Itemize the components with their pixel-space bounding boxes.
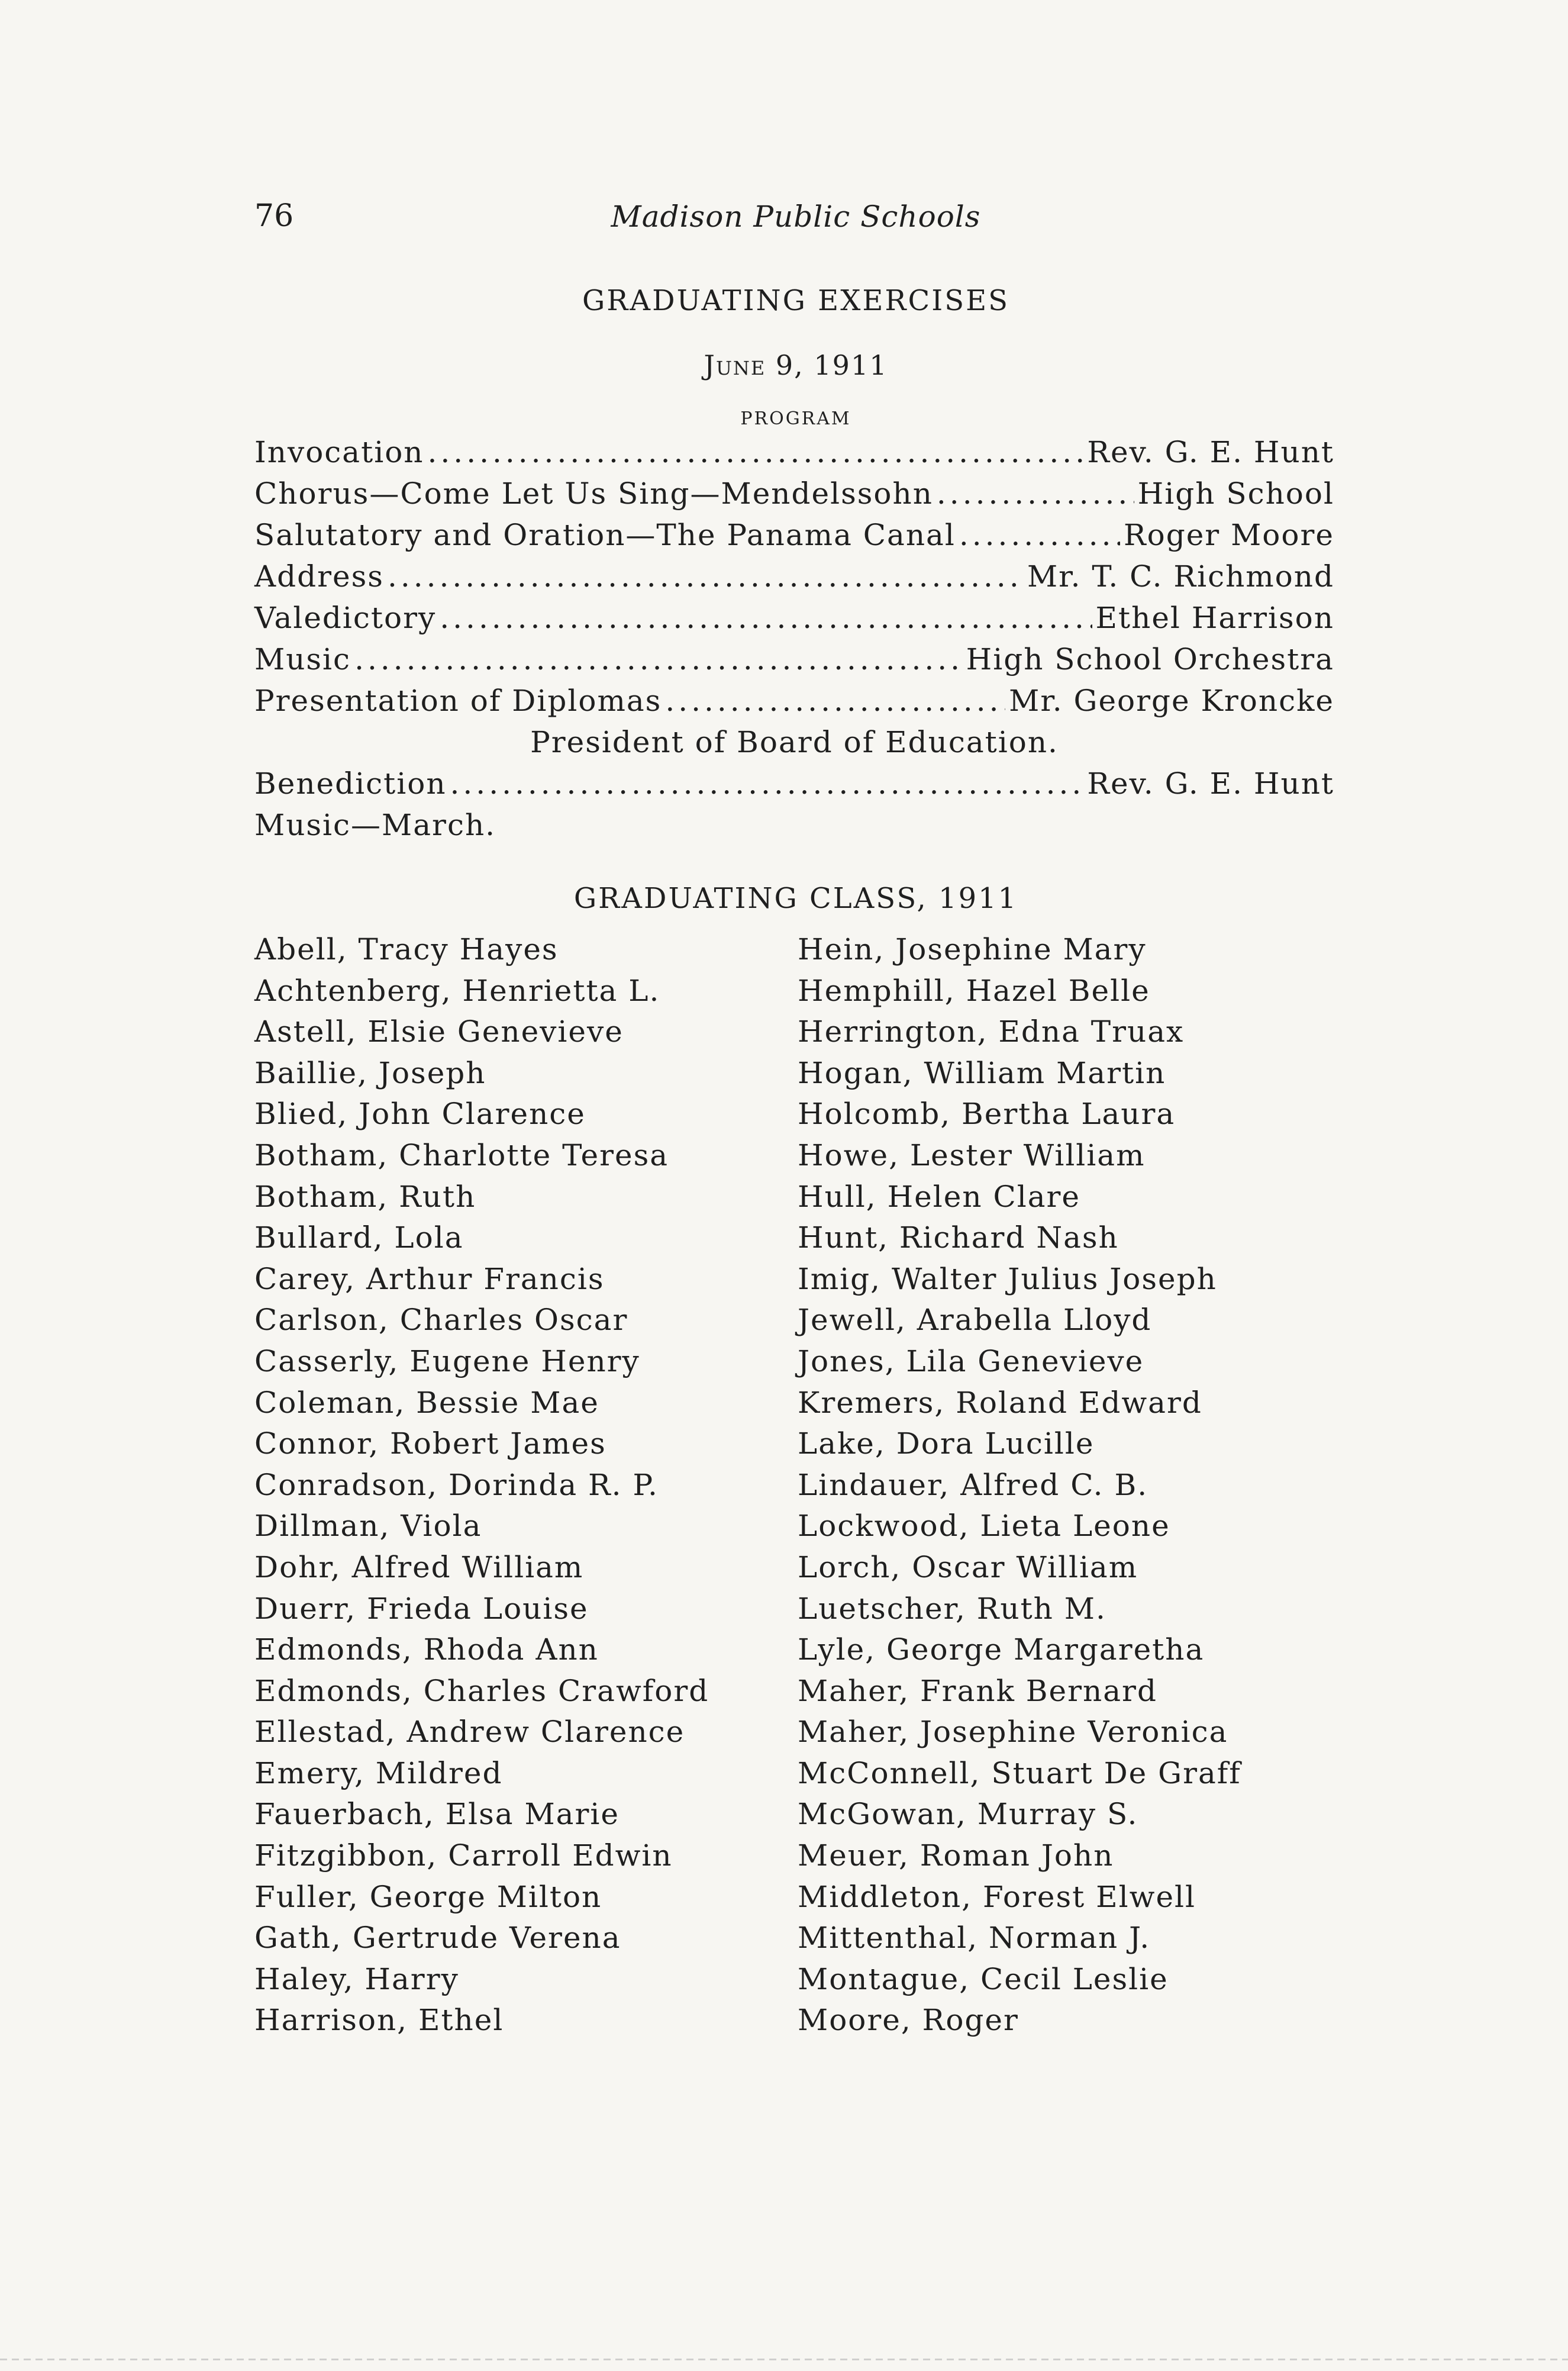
program-list [254, 435, 1334, 849]
graduate-name: Ellestad, Andrew Clarence [254, 1715, 685, 1750]
program-item [254, 808, 1334, 849]
program-item-label: Salutatory and Oration—The Panama Canal [254, 518, 956, 552]
program-item-performer: High School [1137, 476, 1334, 511]
leader-dots [428, 435, 1084, 469]
graduate-name: Abell, Tracy Hayes [254, 932, 559, 967]
graduate-name: Fauerbach, Elsa Marie [254, 1797, 620, 1832]
graduate-name: Meuer, Roman John [798, 1838, 1114, 1873]
exercises-title: GRADUATING EXERCISES [582, 284, 1010, 317]
graduate-name: Bullard, Lola [254, 1220, 464, 1255]
graduate-name: McGowan, Murray S. [798, 1797, 1138, 1832]
graduate-name: Achtenberg, Henrietta L. [254, 973, 660, 1008]
graduate-name: Harrison, Ethel [254, 2003, 504, 2038]
exercises-date: June 9, 1911 [704, 349, 888, 381]
graduate-name: Edmonds, Charles Crawford [254, 1673, 709, 1708]
graduate-name: Baillie, Joseph [254, 1055, 486, 1090]
right-name-column [798, 932, 1241, 2044]
graduate-name: Dohr, Alfred William [254, 1549, 584, 1584]
graduate-name: Casserly, Eugene Henry [254, 1344, 640, 1378]
graduate-name: Coleman, Bessie Mae [254, 1385, 599, 1420]
program-note-text: President of Board of Education. [530, 725, 1059, 759]
leader-dots [440, 601, 1092, 635]
graduate-name: Jones, Lila Genevieve [798, 1344, 1144, 1378]
leader-dots [388, 559, 1024, 594]
graduate-name: Hunt, Richard Nash [798, 1220, 1119, 1255]
graduate-name: Maher, Frank Bernard [798, 1673, 1157, 1708]
graduate-name: Duerr, Frieda Louise [254, 1591, 589, 1626]
program-item-label: Address [254, 559, 384, 594]
graduate-name: Lorch, Oscar William [798, 1549, 1138, 1584]
graduate-name: Moore, Roger [798, 2003, 1019, 2038]
program-label: PROGRAM [740, 408, 851, 429]
program-item-label: Music—March. [254, 808, 496, 842]
left-name-column [254, 932, 709, 2044]
graduate-name: Lindauer, Alfred C. B. [798, 1467, 1148, 1502]
graduate-name: Botham, Charlotte Teresa [254, 1138, 669, 1172]
program-item-label: Music [254, 642, 351, 676]
graduate-name: Kremers, Roland Edward [798, 1385, 1202, 1420]
graduate-name: Fitzgibbon, Carroll Edwin [254, 1838, 673, 1873]
program-item [254, 642, 1334, 684]
program-item-label: Chorus—Come Let Us Sing—Mendelssohn [254, 476, 933, 511]
program-item-label: Invocation [254, 435, 424, 469]
program-item [254, 476, 1334, 518]
leader-dots [665, 684, 1005, 718]
program-item-performer: Rev. G. E. Hunt [1087, 766, 1334, 801]
graduate-name: Middleton, Forest Elwell [798, 1879, 1196, 1914]
graduate-name: Howe, Lester William [798, 1138, 1146, 1172]
graduate-name: Astell, Elsie Genevieve [254, 1014, 624, 1049]
graduate-name: Mittenthal, Norman J. [798, 1921, 1151, 1956]
graduate-name: Botham, Ruth [254, 1179, 476, 1214]
graduate-name: Conradson, Dorinda R. P. [254, 1467, 659, 1502]
graduate-name: Edmonds, Rhoda Ann [254, 1632, 599, 1667]
graduate-name: Emery, Mildred [254, 1755, 503, 1790]
graduate-name: Imig, Walter Julius Joseph [798, 1261, 1217, 1296]
program-item-performer: Rev. G. E. Hunt [1087, 435, 1334, 469]
graduate-name: Blied, John Clarence [254, 1097, 586, 1132]
program-item-label: Benediction [254, 766, 447, 801]
graduating-class-list [254, 932, 1337, 2057]
graduating-class-title: GRADUATING CLASS, 1911 [573, 882, 1018, 915]
graduate-name: Montague, Cecil Leslie [798, 1961, 1169, 1996]
graduate-name: Carey, Arthur Francis [254, 1261, 605, 1296]
program-item-label: Presentation of Diplomas [254, 684, 662, 718]
graduate-name: Lyle, George Margaretha [798, 1632, 1205, 1667]
program-item-performer: Ethel Harrison [1095, 601, 1334, 635]
program-item-performer: Mr. T. C. Richmond [1027, 559, 1334, 594]
graduate-name: Hein, Josephine Mary [798, 932, 1147, 967]
leader-dots [959, 518, 1120, 552]
program-item-performer: Mr. George Kroncke [1009, 684, 1334, 718]
program-item [254, 559, 1334, 601]
program-note [254, 725, 1334, 766]
leader-dots [450, 766, 1084, 801]
graduate-name: Lake, Dora Lucille [798, 1426, 1095, 1461]
program-item-performer: High School Orchestra [966, 642, 1334, 676]
graduate-name: Hemphill, Hazel Belle [798, 973, 1150, 1008]
graduate-name: Maher, Josephine Veronica [798, 1715, 1228, 1750]
page-number: 76 [254, 198, 294, 234]
program-item [254, 766, 1334, 808]
program-item-label: Valedictory [254, 601, 437, 635]
graduate-name: Fuller, George Milton [254, 1879, 602, 1914]
program-item [254, 684, 1334, 725]
graduate-name: Haley, Harry [254, 1961, 459, 1996]
graduate-name: Lockwood, Lieta Leone [798, 1509, 1170, 1544]
graduate-name: Gath, Gertrude Verena [254, 1921, 621, 1956]
page-edge-line [0, 2359, 1568, 2360]
graduate-name: Dillman, Viola [254, 1509, 482, 1544]
graduate-name: Connor, Robert James [254, 1426, 606, 1461]
page-header [254, 198, 1337, 246]
graduate-name: Herrington, Edna Truax [798, 1014, 1185, 1049]
program-item [254, 435, 1334, 476]
graduate-name: Hogan, William Martin [798, 1055, 1166, 1090]
graduate-name: Carlson, Charles Oscar [254, 1303, 628, 1338]
graduate-name: McConnell, Stuart De Graff [798, 1755, 1241, 1790]
graduate-name: Hull, Helen Clare [798, 1179, 1080, 1214]
graduate-name: Holcomb, Bertha Laura [798, 1097, 1176, 1132]
program-item [254, 518, 1334, 559]
graduate-name: Luetscher, Ruth M. [798, 1591, 1106, 1626]
leader-dots [937, 476, 1134, 511]
leader-dots [354, 642, 963, 676]
running-title: Madison Public Schools [611, 199, 981, 234]
program-item [254, 601, 1334, 642]
program-item-performer: Roger Moore [1123, 518, 1334, 552]
graduate-name: Jewell, Arabella Lloyd [798, 1303, 1152, 1338]
